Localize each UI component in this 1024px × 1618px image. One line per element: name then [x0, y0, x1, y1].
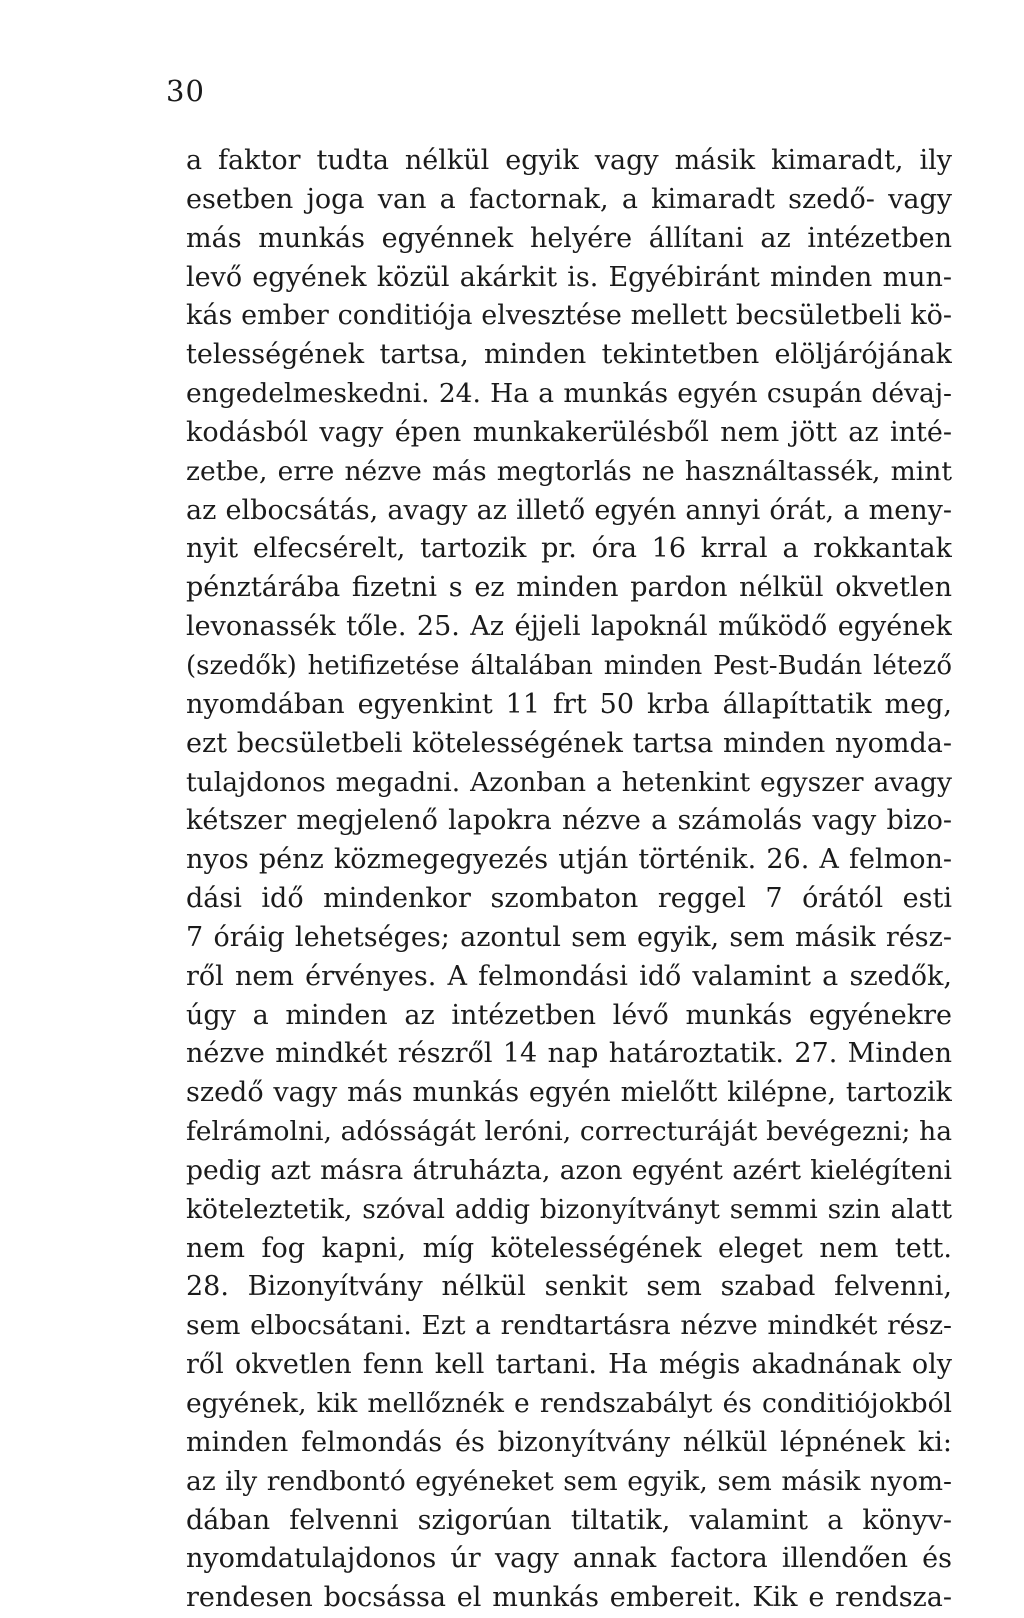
text-line: szedő vagy más munkás egyén mielőtt kilépne, tartozik	[186, 1077, 952, 1109]
text-line: (szedők) hetifizetése általában minden Pest-Budán létező	[186, 650, 952, 681]
text-line: kétszer megjelenő lapokra nézve a számolás vagy bizo-	[186, 805, 952, 837]
text-line: nyit elfecsérelt, tartozik pr. óra 16 krral a rokkantak	[186, 533, 952, 565]
text-line: levő egyének közül akárkit is. Egyébiránt minden mun-	[186, 261, 952, 293]
body-text	[186, 142, 952, 1618]
text-line: ről okvetlen fenn kell tartani. Ha mégis akadnának oly	[186, 1349, 952, 1381]
text-line: pedig azt másra átruházta, azon egyént azért kielégíteni	[186, 1154, 952, 1186]
text-line: zetbe, erre nézve más megtorlás ne használtassék, mint	[186, 455, 952, 487]
text-line: nyomdában egyenkint 11 frt 50 krba állapíttatik meg,	[186, 688, 952, 720]
text-line: az ily rendbontó egyéneket sem egyik, sem másik nyom-	[186, 1465, 952, 1497]
text-line: felrámolni, adósságát leróni, correcturáját bevégezni; ha	[186, 1116, 952, 1148]
page-number: 30	[166, 74, 205, 108]
text-line: nyos pénz közmegegyezés utján történik. 26. A felmon-	[186, 844, 952, 876]
text-line: dási idő mindenkor szombaton reggel 7 órától esti	[186, 883, 952, 915]
text-line: esetben joga van a factornak, a kimaradt szedő- vagy	[186, 183, 952, 215]
text-line: pénztárába fizetni s ez minden pardon nélkül okvetlen	[186, 572, 952, 604]
text-line: 7 óráig lehetséges; azontul sem egyik, sem másik rész-	[186, 921, 952, 953]
text-line: minden felmondás és bizonyítvány nélkül lépnének ki:	[186, 1426, 952, 1458]
text-line: úgy a minden az intézetben lévő munkás egyénekre	[186, 999, 952, 1031]
text-line: tulajdonos megadni. Azonban a hetenkint egyszer avagy	[186, 766, 952, 798]
text-line: nem fog kapni, míg kötelességének eleget nem tett.	[186, 1232, 952, 1264]
text-line: levonassék tőle. 25. Az éjjeli lapoknál működő egyének	[186, 611, 952, 643]
text-line: a faktor tudta nélkül egyik vagy másik kimaradt, ily	[186, 145, 952, 176]
text-line: ezt becsületbeli kötelességének tartsa minden nyomda-	[186, 727, 952, 759]
text-line: 28. Bizonyítvány nélkül senkit sem szabad felvenni,	[186, 1271, 952, 1303]
text-line: engedelmeskedni. 24. Ha a munkás egyén csupán dévaj-	[186, 378, 952, 410]
text-line: köteleztetik, szóval addig bizonyítványt semmi szin alatt	[186, 1193, 952, 1225]
text-line: dában felvenni szigorúan tiltatik, valamint a könyv-	[186, 1504, 952, 1536]
text-line: nézve mindkét részről 14 nap határoztatik. 27. Minden	[186, 1038, 952, 1070]
text-line: egyének, kik mellőznék e rendszabályt és conditiójokból	[186, 1388, 952, 1419]
text-line: az elbocsátás, avagy az illető egyén annyi órát, a meny-	[186, 494, 952, 526]
text-line: ről nem érvényes. A felmondási idő valamint a szedők,	[186, 960, 952, 992]
text-line: nyomdatulajdonos úr vagy annak factora illendően és	[186, 1543, 952, 1575]
text-line: telességének tartsa, minden tekintetben elöljárójának	[186, 339, 952, 371]
text-line: rendesen bocsássa el munkás embereit. Kik e rendsza-	[186, 1582, 952, 1614]
text-line: kás ember conditiója elvesztése mellett becsületbeli kö-	[186, 300, 952, 332]
text-line: sem elbocsátani. Ezt a rendtartásra nézve mindkét rész-	[186, 1310, 952, 1342]
text-line: más munkás egyénnek helyére állítani az intézetben	[186, 222, 952, 254]
text-line: kodásból vagy épen munkakerülésből nem jött az inté-	[186, 416, 952, 448]
